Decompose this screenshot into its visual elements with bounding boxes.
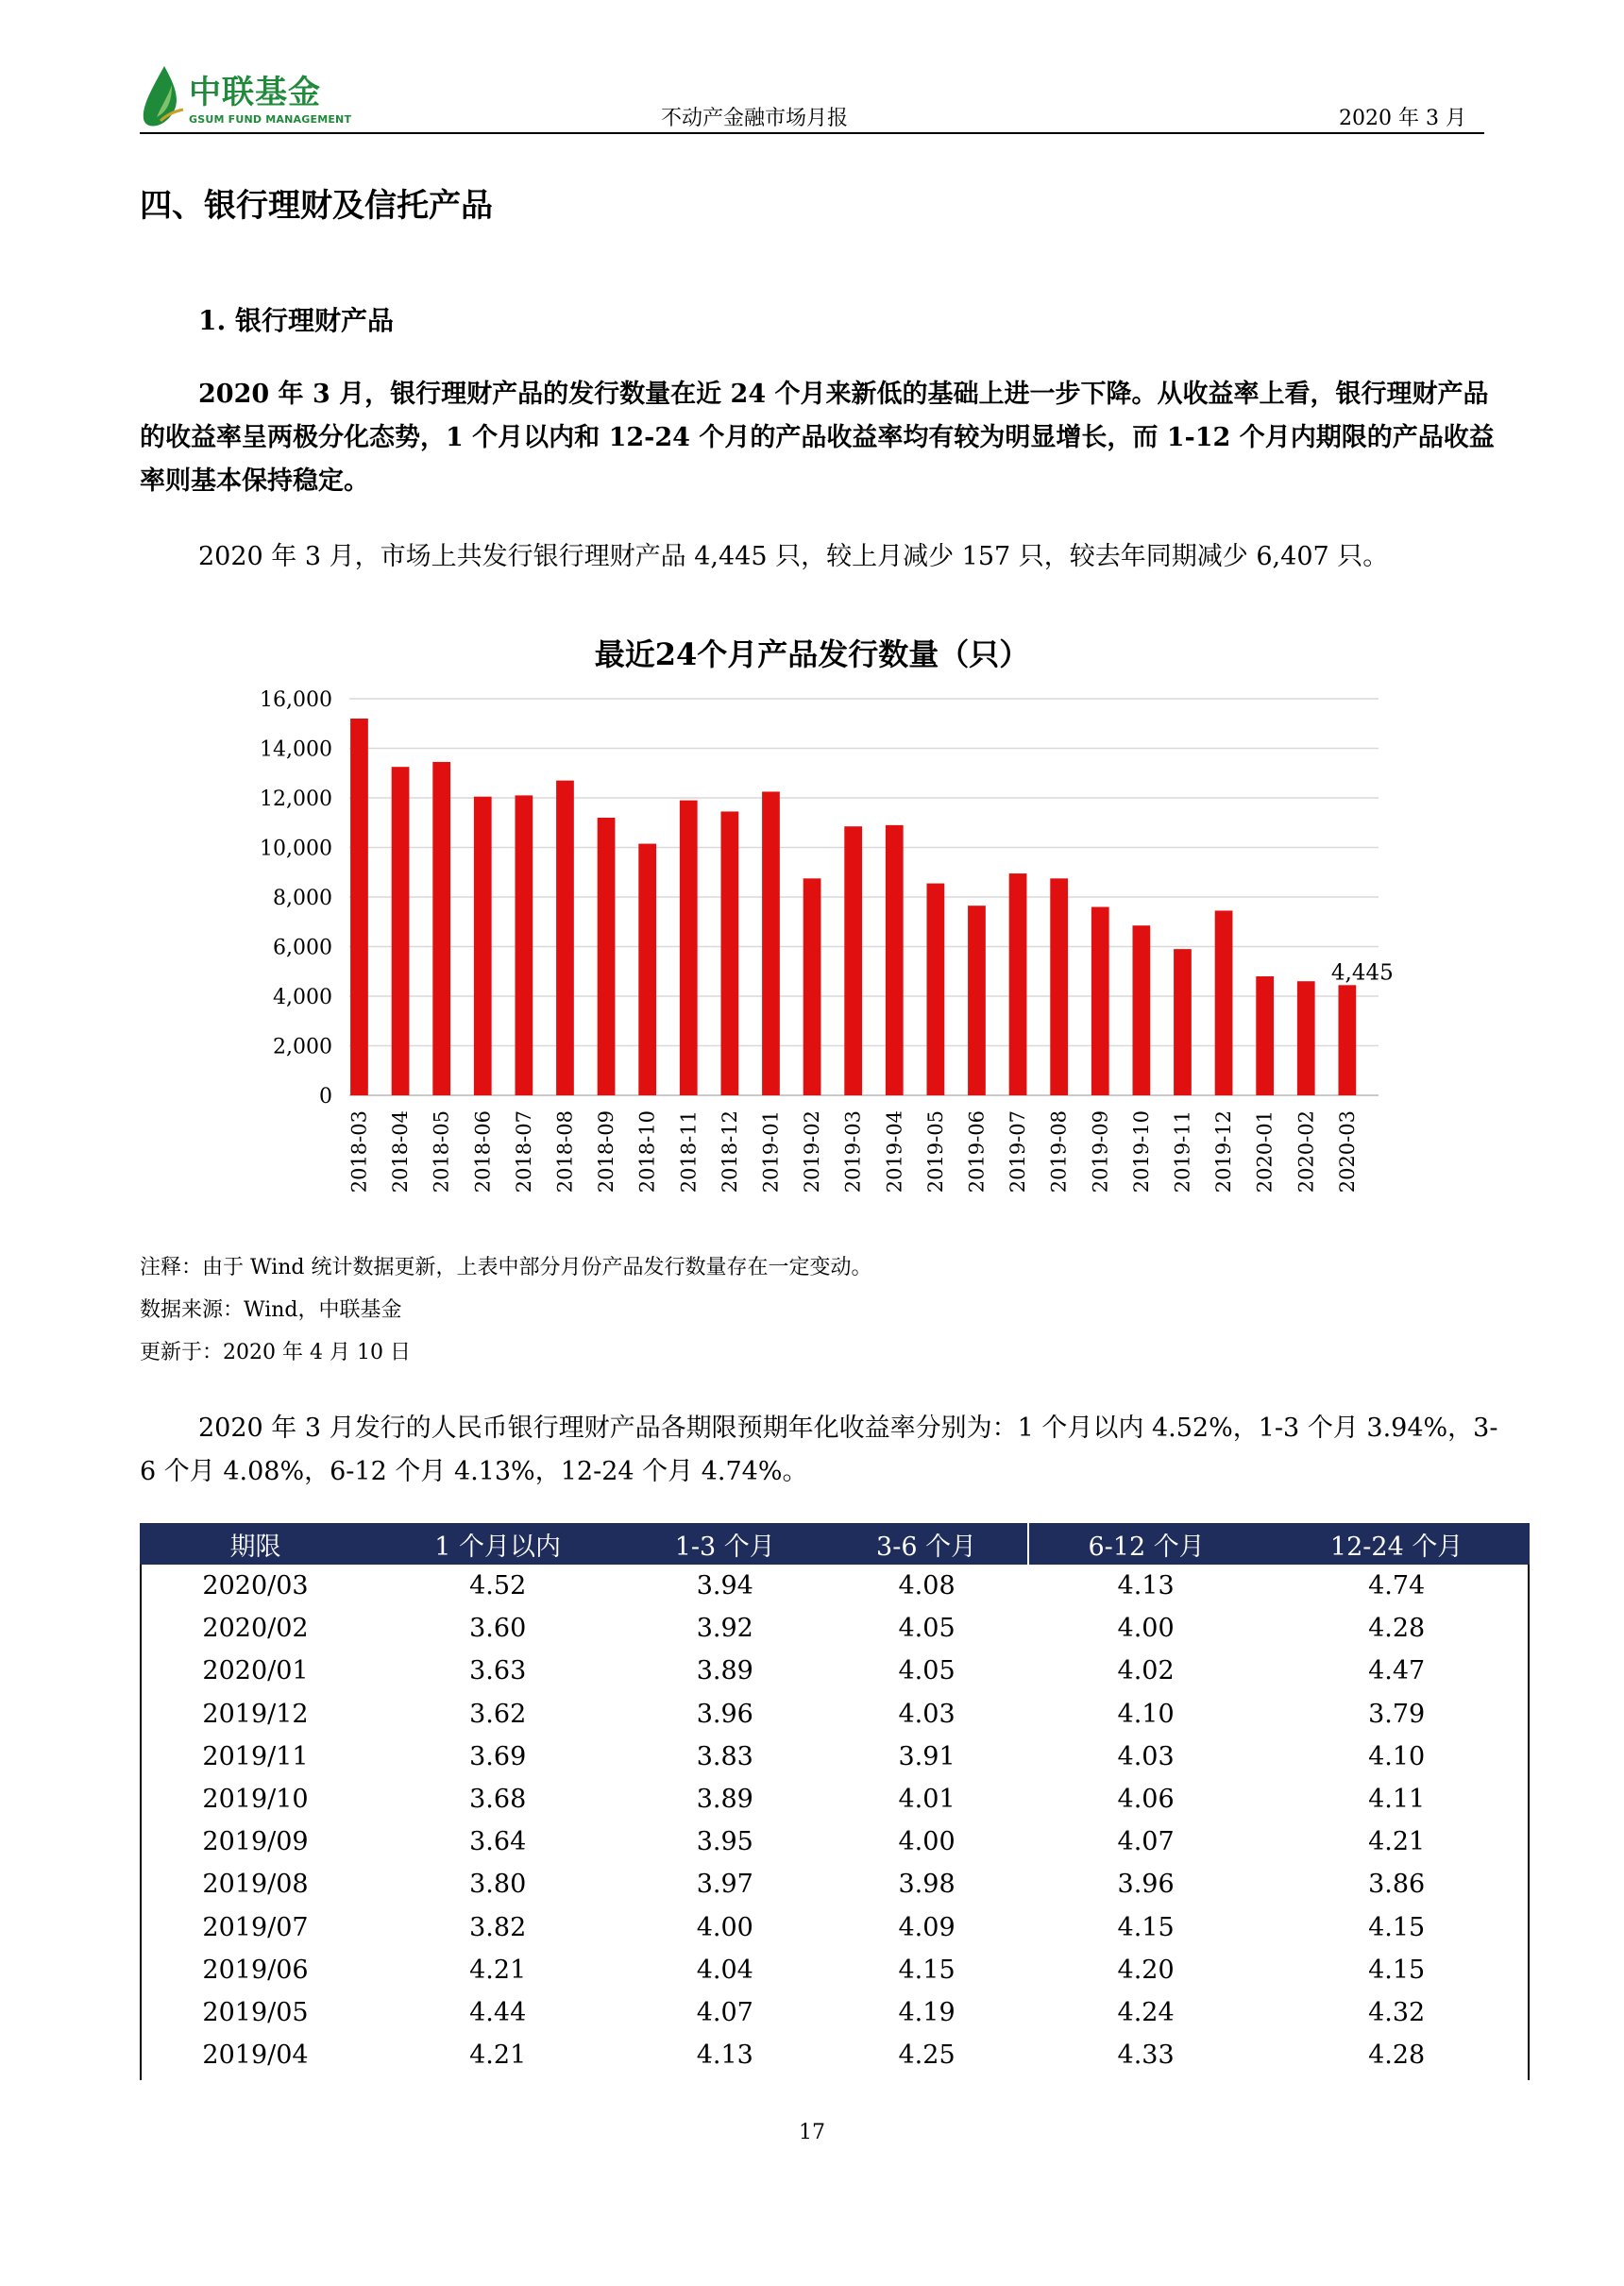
x-tick-label: 2018-08 — [553, 1110, 577, 1194]
subsection-title: 1. 银行理财产品 — [198, 305, 394, 336]
y-tick-label: 10,000 — [260, 837, 332, 861]
row-yield-cell: 3.96 — [696, 1699, 753, 1729]
bar — [432, 762, 450, 1095]
report-title: 不动产金融市场月报 — [661, 107, 849, 130]
row-yield-cell: 4.05 — [898, 1656, 956, 1686]
bar — [968, 906, 986, 1095]
table-row — [140, 1949, 1530, 1991]
row-yield-cell: 3.92 — [696, 1614, 753, 1644]
x-tick-label: 2018-12 — [718, 1110, 741, 1194]
x-tick-label: 2019-02 — [801, 1110, 824, 1194]
bar — [515, 795, 533, 1095]
table-row — [140, 1778, 1530, 1820]
row-yield-cell: 4.06 — [1117, 1785, 1175, 1815]
row-yield-cell: 4.21 — [469, 2040, 527, 2071]
row-yield-cell: 4.02 — [1117, 1656, 1175, 1686]
y-tick-label: 14,000 — [260, 737, 332, 762]
chart-title: 最近24个月产品发行数量（只） — [594, 636, 1030, 672]
x-tick-label: 2019-05 — [923, 1110, 947, 1194]
row-yield-cell: 3.83 — [696, 1741, 753, 1771]
row-yield-cell: 4.11 — [1368, 1785, 1426, 1815]
row-yield-cell: 3.91 — [898, 1741, 956, 1771]
x-tick-label: 2019-06 — [965, 1110, 989, 1194]
x-tick-label: 2018-07 — [512, 1110, 535, 1194]
company-logo — [140, 62, 357, 136]
row-yield-cell: 3.69 — [469, 1741, 527, 1771]
issuance-bar-chart — [236, 685, 1407, 1217]
x-tick-label: 2019-07 — [1007, 1110, 1030, 1194]
row-period: 2019/04 — [202, 2040, 309, 2071]
bar — [1338, 985, 1356, 1095]
row-period: 2019/12 — [202, 1699, 309, 1729]
bar — [1215, 910, 1233, 1095]
x-tick-label: 2020-02 — [1294, 1110, 1318, 1194]
bar — [598, 818, 616, 1095]
row-period: 2020/02 — [202, 1614, 309, 1644]
summary-paragraph: 2020 年 3 月，银行理财产品的发行数量在近 24 个月来新低的基础上进一步下降。从收益率上看，银行理财产品的收益率呈两极分化态势，1 个月以内和 12-24 个月的产品收益率均有较为明显增长，而 1-12 个月内期限的产品收益率则基本保持稳定。 — [140, 380, 1495, 496]
row-yield-cell: 4.13 — [1117, 1571, 1175, 1601]
row-yield-cell: 4.03 — [898, 1699, 956, 1729]
table-row — [140, 1863, 1530, 1905]
row-yield-cell: 4.08 — [898, 1571, 956, 1601]
row-yield-cell: 4.13 — [696, 2040, 753, 2071]
table-row — [140, 1736, 1530, 1778]
table-row — [140, 1820, 1530, 1863]
row-yield-cell: 3.80 — [469, 1870, 527, 1900]
row-yield-cell: 3.89 — [696, 1785, 753, 1815]
row-yield-cell: 3.97 — [696, 1870, 753, 1900]
row-yield-cell: 4.10 — [1117, 1699, 1175, 1729]
row-yield-cell: 4.28 — [1368, 1614, 1426, 1644]
row-yield-cell: 3.79 — [1368, 1699, 1426, 1729]
leaf-logo-icon — [140, 62, 189, 134]
row-yield-cell: 4.15 — [1117, 1912, 1175, 1942]
x-tick-label: 2019-01 — [759, 1110, 783, 1194]
row-yield-cell: 3.95 — [696, 1827, 753, 1857]
bar — [392, 767, 410, 1095]
row-yield-cell: 4.19 — [898, 1997, 956, 2027]
row-yield-cell: 3.64 — [469, 1827, 527, 1857]
x-tick-label: 2018-04 — [389, 1110, 413, 1194]
y-tick-label: 12,000 — [260, 787, 332, 811]
x-tick-label: 2018-11 — [677, 1110, 701, 1194]
row-yield-cell: 4.44 — [469, 1997, 527, 2027]
bar — [1297, 981, 1315, 1095]
y-tick-label: 16,000 — [260, 688, 332, 712]
bar — [680, 801, 698, 1095]
row-yield-cell: 4.15 — [1368, 1955, 1426, 1985]
row-yield-cell: 4.28 — [1368, 2040, 1426, 2071]
issuance-paragraph: 2020 年 3 月，市场上共发行银行理财产品 4,445 只，较上月减少 157 只，较去年同期减少 6,407 只。 — [198, 542, 1389, 571]
row-period: 2019/05 — [202, 1997, 309, 2027]
bar — [1050, 878, 1068, 1095]
y-tick-label: 2,000 — [273, 1035, 332, 1059]
header-1-3m: 1-3 个月 — [624, 1523, 825, 1565]
row-yield-cell: 4.52 — [469, 1571, 527, 1601]
updated-line: 更新于：2020 年 4 月 10 日 — [140, 1341, 411, 1364]
x-tick-label: 2018-09 — [595, 1110, 618, 1194]
row-yield-cell: 4.21 — [1368, 1827, 1426, 1857]
row-yield-cell: 3.96 — [1117, 1870, 1175, 1900]
row-yield-cell: 4.01 — [898, 1785, 956, 1815]
y-tick-label: 4,000 — [273, 986, 332, 1009]
bar — [474, 797, 492, 1095]
table-header-row — [140, 1523, 1530, 1565]
header-3-6m: 3-6 个月 — [825, 1523, 1028, 1565]
bar — [926, 884, 944, 1095]
x-tick-label: 2019-04 — [883, 1110, 906, 1194]
x-tick-label: 2018-06 — [471, 1110, 495, 1194]
row-yield-cell: 4.09 — [898, 1912, 956, 1942]
logo-chinese-name: 中联基金 — [189, 74, 321, 111]
x-tick-label: 2018-05 — [430, 1110, 453, 1194]
bar — [720, 811, 738, 1095]
row-period: 2019/09 — [202, 1827, 309, 1857]
page-number: 17 — [799, 2121, 825, 2144]
table-row — [140, 1607, 1530, 1650]
bar — [1256, 976, 1274, 1095]
row-yield-cell: 4.21 — [469, 1955, 527, 1985]
section-title: 四、银行理财及信托产品 — [140, 187, 493, 225]
report-date: 2020 年 3 月 — [1339, 107, 1466, 130]
row-yield-cell: 3.89 — [696, 1656, 753, 1686]
x-tick-label: 2019-11 — [1171, 1110, 1194, 1194]
header-divider — [140, 132, 1484, 134]
bar — [762, 791, 780, 1095]
header-12-24m: 12-24 个月 — [1263, 1523, 1530, 1565]
row-yield-cell: 4.33 — [1117, 2040, 1175, 2071]
source-line: 数据来源：Wind，中联基金 — [140, 1298, 402, 1322]
y-tick-label: 0 — [319, 1085, 332, 1109]
x-tick-label: 2019-03 — [841, 1110, 865, 1194]
row-yield-cell: 3.68 — [469, 1785, 527, 1815]
row-yield-cell: 4.25 — [898, 2040, 956, 2071]
bar — [886, 825, 904, 1095]
row-yield-cell: 4.00 — [696, 1912, 753, 1942]
row-period: 2019/08 — [202, 1870, 309, 1900]
row-period: 2020/01 — [202, 1656, 309, 1686]
y-tick-label: 8,000 — [273, 887, 332, 910]
row-yield-cell: 4.07 — [1117, 1827, 1175, 1857]
header-1m: 1 个月以内 — [371, 1523, 624, 1565]
table-row — [140, 2034, 1530, 2076]
x-tick-label: 2018-10 — [635, 1110, 659, 1194]
row-yield-cell: 3.63 — [469, 1656, 527, 1686]
row-yield-cell: 4.15 — [898, 1955, 956, 1985]
bar — [638, 844, 656, 1095]
y-tick-label: 6,000 — [273, 936, 332, 960]
row-yield-cell: 4.32 — [1368, 1997, 1426, 2027]
row-yield-cell: 3.94 — [696, 1571, 753, 1601]
bar — [1174, 949, 1192, 1095]
row-yield-cell: 4.03 — [1117, 1741, 1175, 1771]
yield-table — [140, 1523, 1530, 2076]
yield-paragraph: 2020 年 3 月发行的人民币银行理财产品各期限预期年化收益率分别为：1 个月以内 4.52%，1-3 个月 3.94%，3-6 个月 4.08%，6-12 个月 4.13%，12-24 个月 4.74%。 — [140, 1414, 1498, 1486]
data-label: 4,445 — [1330, 960, 1394, 986]
bar — [1009, 873, 1027, 1095]
row-yield-cell: 3.98 — [898, 1870, 956, 1900]
row-period: 2020/03 — [202, 1571, 309, 1601]
x-tick-label: 2018-03 — [347, 1110, 371, 1194]
x-tick-label: 2020-03 — [1335, 1110, 1359, 1194]
row-yield-cell: 4.00 — [898, 1827, 956, 1857]
row-yield-cell: 4.10 — [1368, 1741, 1426, 1771]
logo-english-name: GSUM FUND MANAGEMENT — [189, 113, 352, 126]
row-period: 2019/10 — [202, 1785, 309, 1815]
bar — [844, 826, 862, 1095]
row-yield-cell: 3.62 — [469, 1699, 527, 1729]
header-6-12m: 6-12 个月 — [1028, 1523, 1263, 1565]
table-row — [140, 1650, 1530, 1692]
row-yield-cell: 4.05 — [898, 1614, 956, 1644]
row-yield-cell: 3.86 — [1368, 1870, 1426, 1900]
row-yield-cell: 4.00 — [1117, 1614, 1175, 1644]
bar — [350, 719, 368, 1095]
row-yield-cell: 4.04 — [696, 1955, 753, 1985]
table-row — [140, 1565, 1530, 1607]
bar-chart-svg — [236, 685, 1407, 1213]
row-period: 2019/06 — [202, 1955, 309, 1985]
bar — [1091, 907, 1109, 1096]
row-yield-cell: 4.07 — [696, 1997, 753, 2027]
x-tick-label: 2020-01 — [1253, 1110, 1277, 1194]
x-tick-label: 2019-12 — [1212, 1110, 1236, 1194]
bar — [804, 878, 821, 1095]
row-yield-cell: 4.47 — [1368, 1656, 1426, 1686]
row-yield-cell: 3.60 — [469, 1614, 527, 1644]
row-yield-cell: 4.24 — [1117, 1997, 1175, 2027]
row-yield-cell: 4.74 — [1368, 1571, 1426, 1601]
row-yield-cell: 4.20 — [1117, 1955, 1175, 1985]
table-row — [140, 1991, 1530, 2034]
bar — [556, 781, 574, 1095]
note-line: 注释：由于 Wind 统计数据更新，上表中部分月份产品发行数量存在一定变动。 — [140, 1256, 872, 1279]
row-yield-cell: 4.15 — [1368, 1912, 1426, 1942]
row-period: 2019/11 — [202, 1741, 309, 1771]
x-tick-label: 2019-10 — [1129, 1110, 1153, 1194]
bar — [1132, 925, 1150, 1095]
table-row — [140, 1693, 1530, 1736]
x-tick-label: 2019-08 — [1047, 1110, 1071, 1194]
row-yield-cell: 3.82 — [469, 1912, 527, 1942]
header-term: 期限 — [140, 1523, 371, 1565]
row-period: 2019/07 — [202, 1912, 309, 1942]
x-tick-label: 2019-09 — [1089, 1110, 1112, 1194]
chart-notes — [140, 1246, 872, 1374]
table-row — [140, 1906, 1530, 1949]
